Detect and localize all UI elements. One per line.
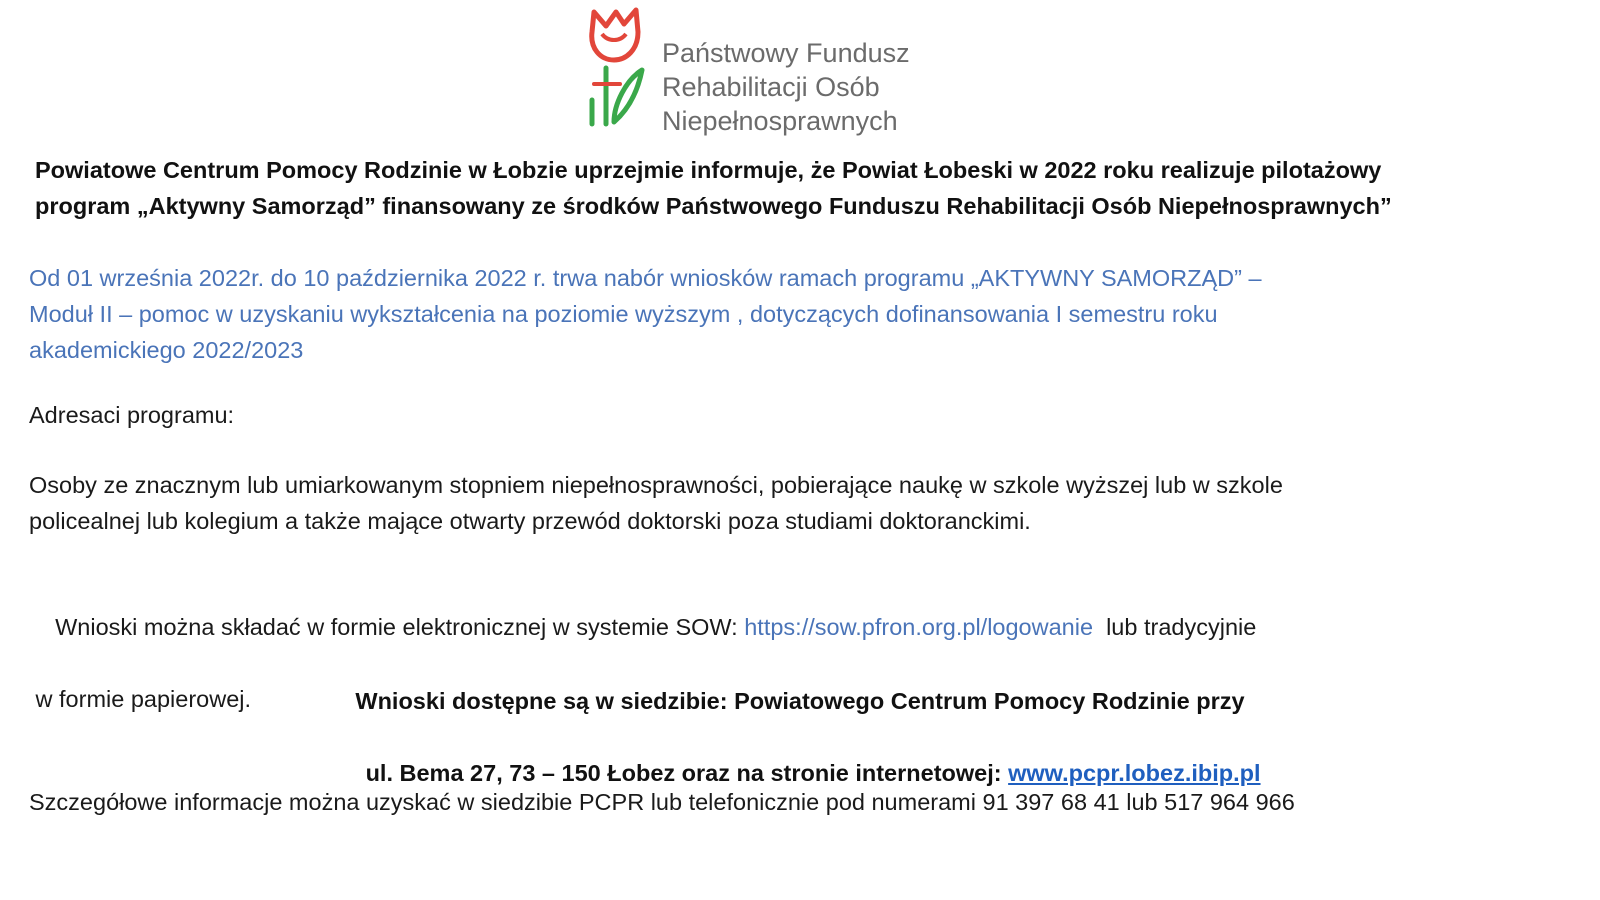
announcement-line-1: Od 01 września 2022r. do 10 października 2022 r. trwa nabór wniosków ramach programu „AKTYWNY SAMORZĄD” – bbox=[29, 265, 1262, 291]
intro-line-1: Powiatowe Centrum Pomocy Rodzinie w Łobzie uprzejmie informuje, że Powiat Łobeski w 2022 roku realizuje pilotażowy bbox=[35, 157, 1382, 183]
pfron-logo bbox=[580, 4, 910, 138]
intro-paragraph bbox=[35, 152, 1580, 224]
logo-line-1: Państwowy Fundusz bbox=[662, 38, 910, 68]
availability-line-1: Wnioski dostępne są w siedzibie: Powiatowego Centrum Pomocy Rodzinie przy bbox=[355, 688, 1245, 714]
announcement-paragraph bbox=[29, 260, 1569, 368]
intro-line-2: program „Aktywny Samorząd” finansowany ze środków Państwowego Funduszu Rehabilitacji Osób Niepełnosprawnych” bbox=[35, 193, 1392, 219]
logo-line-2: Rehabilitacji Osób bbox=[662, 72, 880, 102]
tulip-icon bbox=[580, 4, 652, 132]
submission-line-2: w formie papierowej. bbox=[29, 686, 252, 712]
logo-wordmark bbox=[662, 36, 910, 138]
logo-line-3: Niepełnosprawnych bbox=[662, 106, 898, 136]
website-link[interactable]: www.pcpr.lobez.ibip.pl bbox=[1008, 760, 1261, 786]
announcement-line-3: akademickiego 2022/2023 bbox=[29, 337, 304, 363]
recipients-line-2: policealnej lub kolegium a także mające otwarty przewód doktorski poza studiami doktoranckimi. bbox=[29, 508, 1031, 534]
sow-link[interactable]: https://sow.pfron.org.pl/logowanie bbox=[744, 614, 1094, 640]
recipients-line-1: Osoby ze znacznym lub umiarkowanym stopniem niepełnosprawności, pobierające naukę w szkole wyższej lub w szkole bbox=[29, 472, 1283, 498]
submission-prefix: Wnioski można składać w formie elektronicznej w systemie SOW: bbox=[55, 614, 745, 640]
announcement-line-2: Moduł II – pomoc w uzyskaniu wykształcenia na poziomie wyższym , dotyczących dofinansowania I semestru roku bbox=[29, 301, 1218, 327]
submission-suffix: lub tradycyjnie bbox=[1093, 614, 1257, 640]
recipients-heading: Adresaci programu: bbox=[29, 402, 235, 428]
recipients-paragraph bbox=[29, 467, 1569, 539]
contact-paragraph: Szczegółowe informacje można uzyskać w siedzibie PCPR lub telefonicznie pod numerami 91 397 68 41 lub 517 964 966 bbox=[29, 789, 1295, 815]
availability-line-2: ul. Bema 27, 73 – 150 Łobez oraz na stronie internetowej: bbox=[365, 760, 1009, 786]
